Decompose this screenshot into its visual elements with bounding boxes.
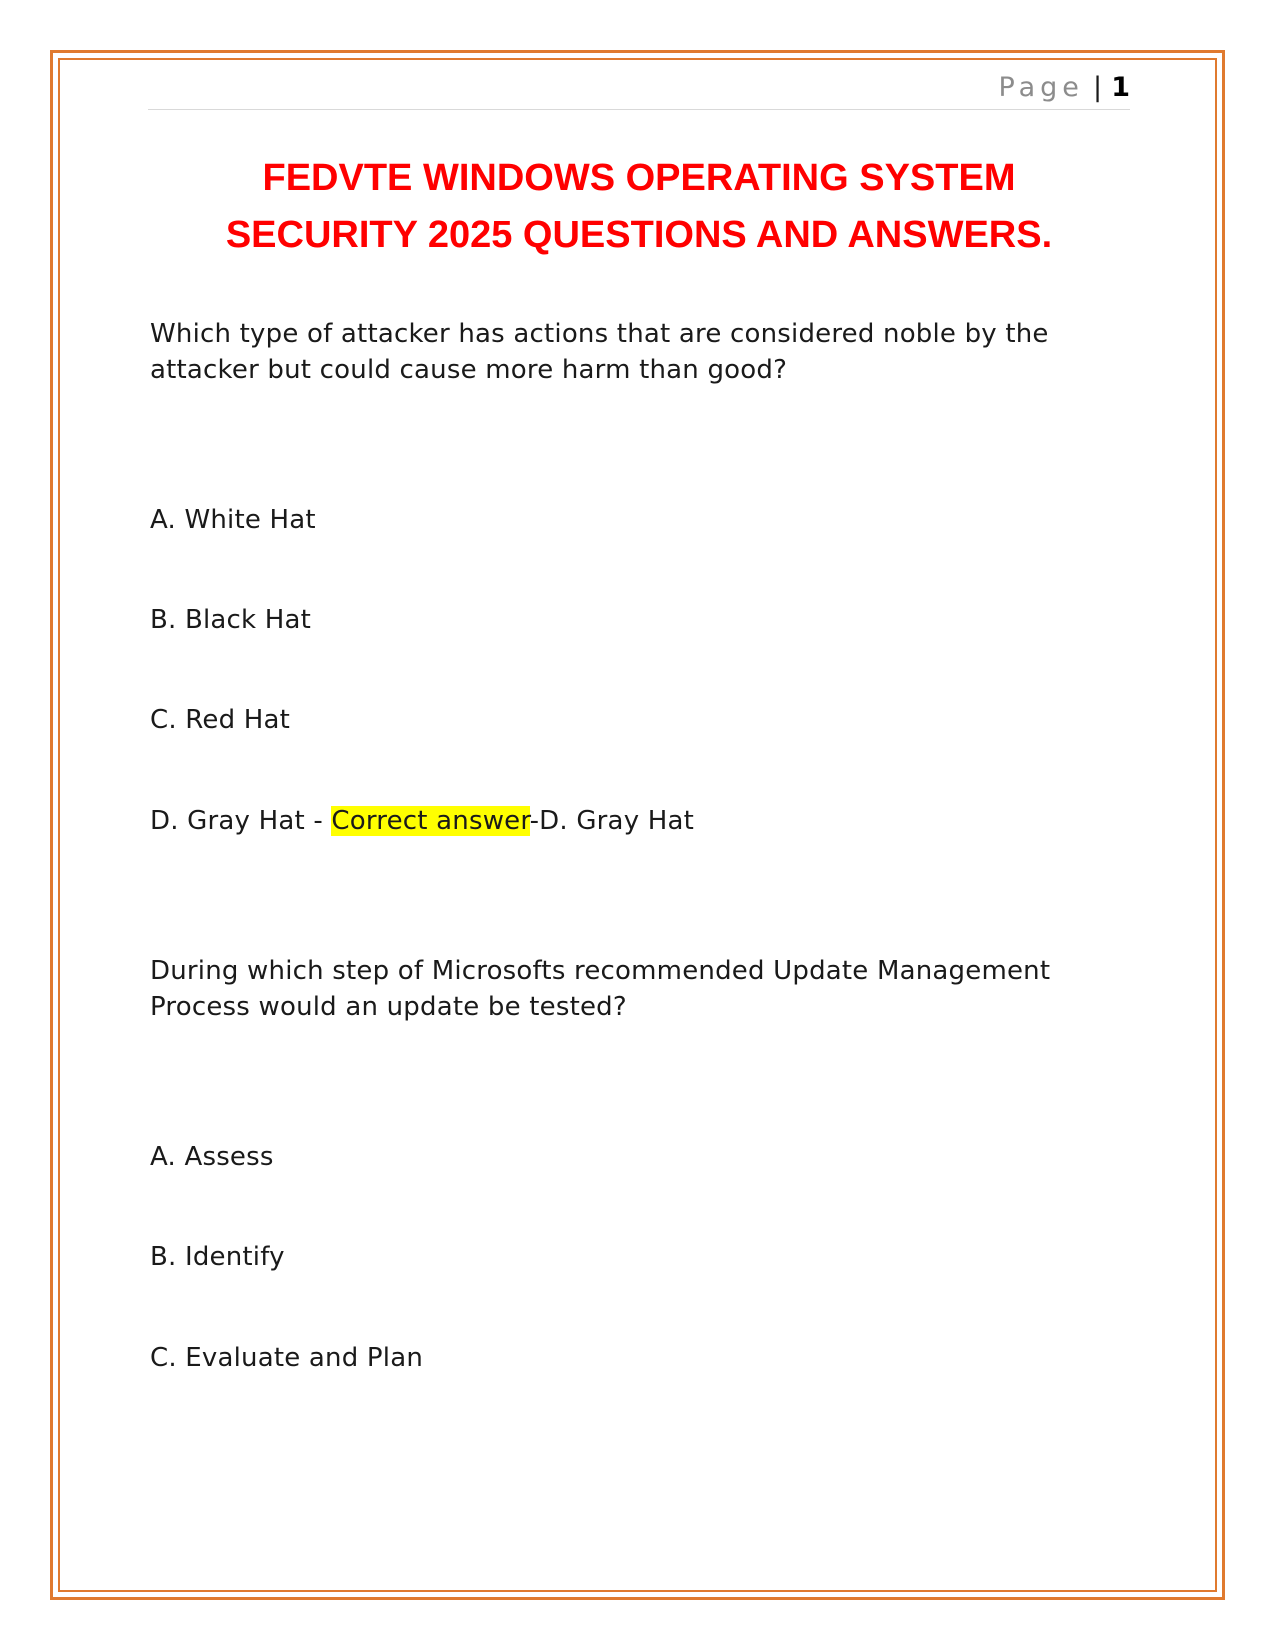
correct-answer-label: Correct answer: [331, 806, 530, 836]
document-title: [140, 150, 1138, 264]
question-2-option-b: B. Identify: [150, 1242, 285, 1272]
question-2-prompt-line-1: During which step of Microsofts recommended Update Management: [150, 956, 1051, 986]
question-1-prompt: [150, 316, 1049, 388]
question-1-option-a: A. White Hat: [150, 505, 316, 535]
page-number: 1: [1111, 72, 1130, 103]
question-1-option-d: D. Gray Hat -: [150, 806, 332, 836]
question-1-prompt-line-1: Which type of attacker has actions that are considered noble by the: [150, 319, 1049, 349]
question-1-prompt-line-2: attacker but could cause more harm than good?: [150, 355, 788, 385]
question-2-prompt-line-2: Process would an update be tested?: [150, 992, 627, 1022]
question-2-option-c: C. Evaluate and Plan: [150, 1343, 424, 1373]
question-2-option-a: A. Assess: [150, 1142, 274, 1172]
page-label: Page: [998, 72, 1084, 103]
question-1-option-d-answer: [150, 803, 694, 839]
page-header: [148, 72, 1130, 110]
question-1-option-b: B. Black Hat: [150, 605, 312, 635]
question-2-prompt: [150, 953, 1050, 1025]
question-1-option-c: C. Red Hat: [150, 705, 291, 735]
title-line-2: SECURITY 2025 QUESTIONS AND ANSWERS.: [225, 214, 1053, 256]
page-separator: |: [1093, 72, 1103, 103]
title-line-1: FEDVTE WINDOWS OPERATING SYSTEM: [262, 157, 1016, 199]
correct-answer-value: -D. Gray Hat: [529, 806, 695, 836]
